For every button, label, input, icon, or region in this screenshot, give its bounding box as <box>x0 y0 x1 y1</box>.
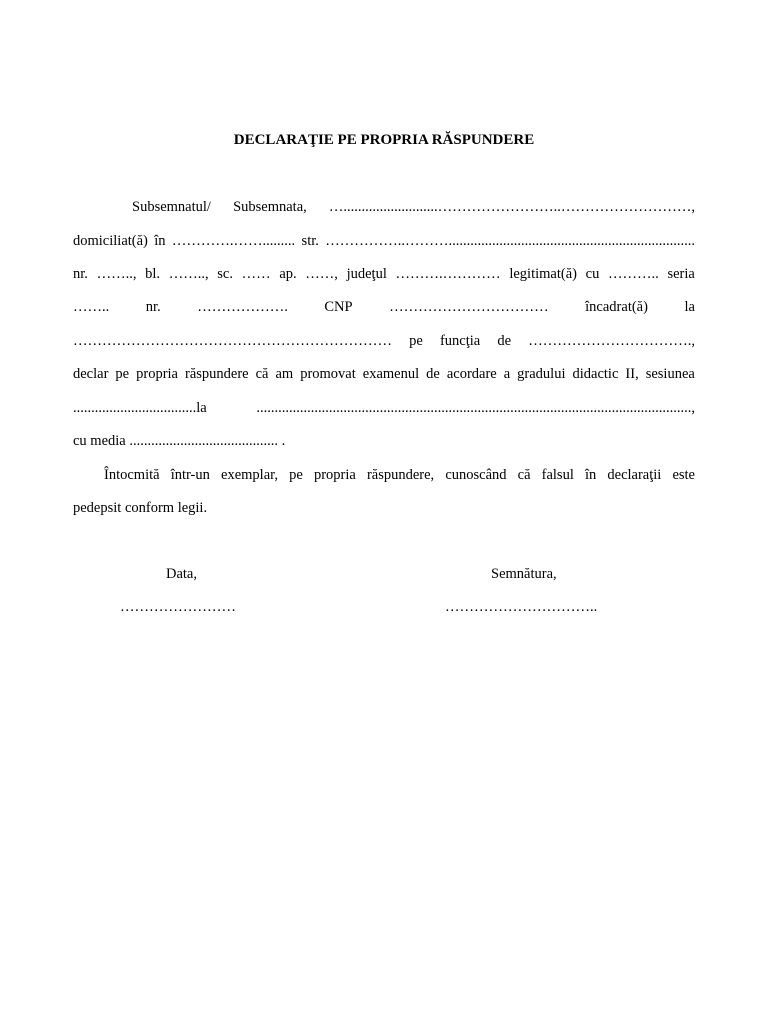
form-line-declaration <box>73 364 695 384</box>
line-text: cu media ......................................... . <box>73 433 286 449</box>
line-token: promovat <box>300 366 356 382</box>
line-token: gradului <box>517 366 566 382</box>
date-field: …………………… <box>120 599 236 615</box>
signature-field: ………………………….. <box>445 599 598 615</box>
line-token: ……….. <box>608 266 659 282</box>
line-token: ………………. <box>197 299 288 315</box>
line-token: domiciliat(ă) <box>73 233 148 249</box>
line-token: într-un <box>170 467 210 483</box>
line-text: pedepsit conform legii. <box>73 500 208 516</box>
line-token: II, <box>625 366 639 382</box>
line-token: în <box>584 467 597 483</box>
line-token: judeţul <box>346 266 387 282</box>
form-line-address-details <box>73 264 695 284</box>
line-token: ……………………………., <box>528 333 695 349</box>
line-token: sesiunea <box>645 366 695 382</box>
line-token: în <box>154 233 166 249</box>
line-token: încadrat(ă) <box>585 299 648 315</box>
line-token: didactic <box>572 366 619 382</box>
line-token: declar <box>73 366 109 382</box>
line-token: ……, <box>305 266 338 282</box>
line-token: la <box>684 299 695 315</box>
line-token: …………………………… <box>389 299 549 315</box>
line-token: răspundere <box>184 366 249 382</box>
line-token: bl. <box>145 266 161 282</box>
line-token: pe <box>409 333 423 349</box>
line-token: …….., <box>168 266 209 282</box>
form-line-employer-function <box>73 331 695 351</box>
form-line-id-cnp <box>73 297 695 317</box>
line-token: propria <box>313 467 356 483</box>
line-token: ………………………………………………………… <box>73 333 392 349</box>
form-line-name <box>132 197 695 217</box>
document-title: DECLARAŢIE PE PROPRIA RĂSPUNDERE <box>233 132 535 148</box>
line-token: pe <box>289 467 303 483</box>
line-token: falsul <box>541 467 574 483</box>
line-token: ........................................................................................................................, <box>256 400 695 416</box>
line-token: …….. <box>73 299 110 315</box>
line-token: că <box>517 467 531 483</box>
line-token: …..........................……………………..………………………, <box>328 199 695 215</box>
line-token: de <box>497 333 512 349</box>
form-line-session <box>73 398 695 418</box>
line-token: seria <box>667 266 695 282</box>
line-token: pe <box>115 366 130 382</box>
line-token: examenul <box>362 366 420 382</box>
form-line-closing <box>104 465 695 485</box>
line-token: răspundere, <box>366 467 435 483</box>
line-token: nr. <box>145 299 161 315</box>
line-token: propria <box>136 366 178 382</box>
line-token: ..................................la <box>73 400 207 416</box>
line-token: exemplar, <box>221 467 279 483</box>
line-token: funcţia <box>439 333 481 349</box>
line-token: cu <box>585 266 600 282</box>
signature-label: Semnătura, <box>491 566 557 582</box>
line-token: ap. <box>279 266 297 282</box>
line-token: legitimat(ă) <box>509 266 577 282</box>
line-token: a <box>503 366 511 382</box>
line-token: cunoscând <box>445 467 507 483</box>
line-token: acordare <box>446 366 497 382</box>
date-label: Data, <box>166 566 197 582</box>
line-token: ……….………… <box>395 266 501 282</box>
line-token: Subsemnata, <box>233 199 307 215</box>
line-token: str. <box>301 233 319 249</box>
form-line-address <box>73 231 695 251</box>
line-token: …….., <box>96 266 137 282</box>
line-token: Subsemnatul/ <box>132 199 211 215</box>
line-token: de <box>426 366 440 382</box>
line-token: am <box>275 366 294 382</box>
line-token: CNP <box>324 299 353 315</box>
form-line-grade <box>73 431 695 451</box>
line-token: Întocmită <box>104 467 160 483</box>
line-token: sc. <box>217 266 233 282</box>
line-token: că <box>255 366 269 382</box>
line-token: nr. <box>73 266 88 282</box>
line-token: …… <box>241 266 271 282</box>
line-token: ……………..……….................................................................... <box>325 233 695 249</box>
line-token: declaraţii <box>607 467 662 483</box>
line-token: este <box>672 467 695 483</box>
form-line-closing-end <box>73 498 695 518</box>
line-token: ………….……......... <box>171 233 296 249</box>
